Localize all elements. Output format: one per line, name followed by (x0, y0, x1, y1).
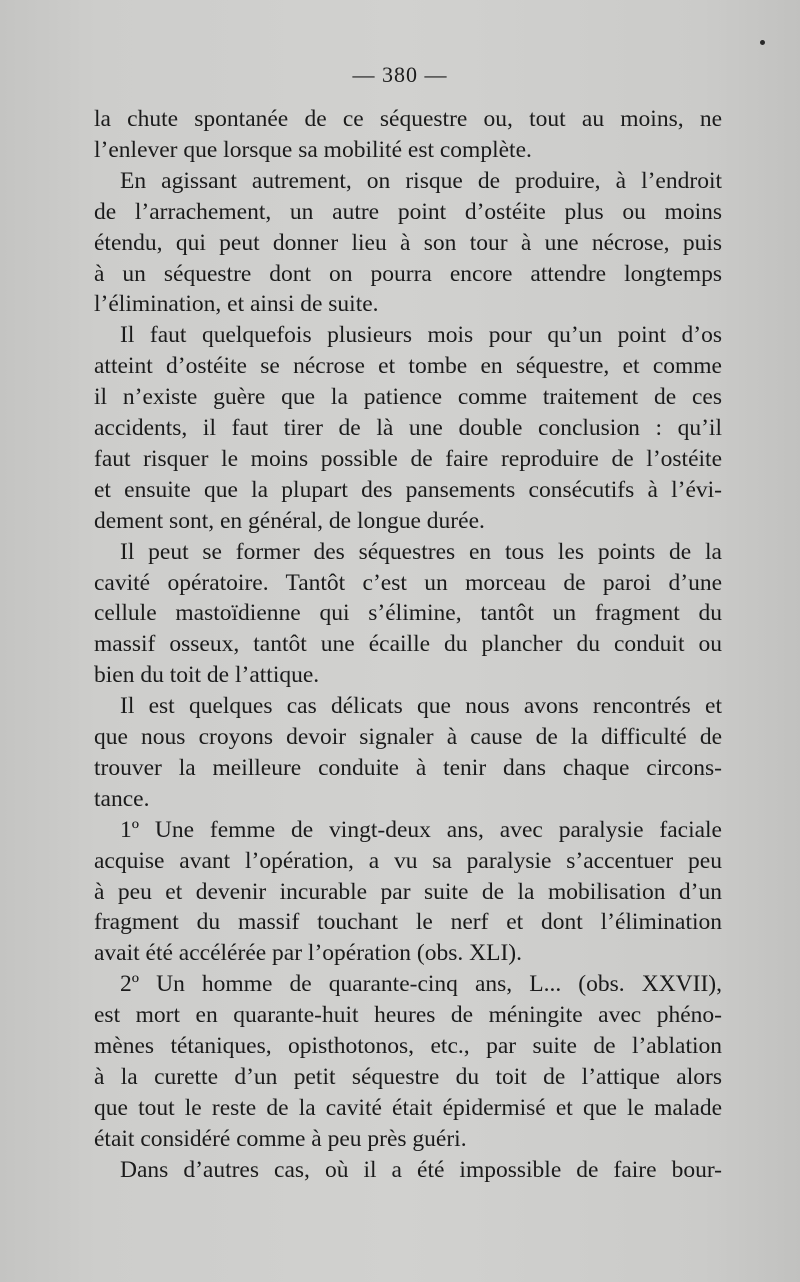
text-line: cellule mastoïdienne qui s’élimine, tantôt un fragment du (94, 600, 722, 627)
ink-speck (760, 40, 765, 45)
text-line: avait été accélérée par l’opération (obs. XLI). (94, 940, 522, 967)
text-line: étendu, qui peut donner lieu à son tour à une nécrose, puis (94, 229, 722, 256)
text-line: à peu et devenir incurable par suite de la mobilisation d’un (94, 878, 722, 905)
text-line: Il est quelques cas délicats que nous avons rencontrés et (120, 693, 722, 720)
text-line: l’élimination, et ainsi de suite. (94, 291, 379, 318)
text-line: est mort en quarante-huit heures de méningite avec phéno- (94, 1002, 722, 1029)
text-line: Il peut se former des séquestres en tous les points de la (120, 538, 722, 565)
text-line: à un séquestre dont on pourra encore attendre longtemps (94, 260, 722, 287)
text-line: que nous croyons devoir signaler à cause de la difficulté de (94, 724, 722, 750)
page-number: — 380 — (352, 62, 448, 87)
text-line: bien du toit de l’attique. (94, 662, 320, 689)
text-line: de l’arrachement, un autre point d’ostéite plus ou moins (94, 198, 722, 225)
text-line: trouver la meilleure conduite à tenir dans chaque circons- (94, 754, 722, 781)
text-line: Il faut quelquefois plusieurs mois pour qu’un point d’os (120, 322, 722, 349)
text-line: et ensuite que la plupart des pansements consécutifs à l’évi- (94, 476, 722, 503)
text-line: était considéré comme à peu près guéri. (94, 1125, 467, 1152)
text-line: que tout le reste de la cavité était épidermisé et que le malade (94, 1094, 722, 1121)
text-line: dement sont, en général, de longue durée. (94, 507, 485, 534)
text-line: accidents, il faut tirer de là une double conclusion : qu’il (94, 415, 722, 441)
text-line: il n’existe guère que la patience comme traitement de ces (94, 384, 722, 411)
text-line: acquise avant l’opération, a vu sa paralysie s’accentuer peu (94, 847, 722, 874)
text-line: En agissant autrement, on risque de produire, à l’endroit (120, 167, 722, 194)
text-line: atteint d’ostéite se nécrose et tombe en séquestre, et comme (94, 353, 722, 380)
text-line: massif osseux, tantôt une écaille du plancher du conduit ou (94, 631, 722, 658)
text-line: tance. (94, 785, 150, 812)
text-line: à la curette d’un petit séquestre du toit de l’attique alors (94, 1063, 722, 1090)
text-line: faut risquer le moins possible de faire reproduire de l’ostéite (94, 445, 722, 472)
text-line: 1º Une femme de vingt-deux ans, avec paralysie faciale (120, 816, 722, 843)
text-line: 2º Un homme de quarante-cinq ans, L... (obs. XXVII), (120, 971, 722, 998)
text-line: cavité opératoire. Tantôt c’est un morceau de paroi d’une (94, 569, 722, 596)
text-line: mènes tétaniques, opisthotonos, etc., par suite de l’ablation (94, 1033, 722, 1059)
text-line: l’enlever que lorsque sa mobilité est complète. (94, 136, 532, 163)
text-line: la chute spontanée de ce séquestre ou, tout au moins, ne (94, 106, 722, 132)
text-line: Dans d’autres cas, où il a été impossible de faire bour- (120, 1156, 722, 1183)
text-line: fragment du massif touchant le nerf et dont l’élimination (94, 909, 722, 936)
